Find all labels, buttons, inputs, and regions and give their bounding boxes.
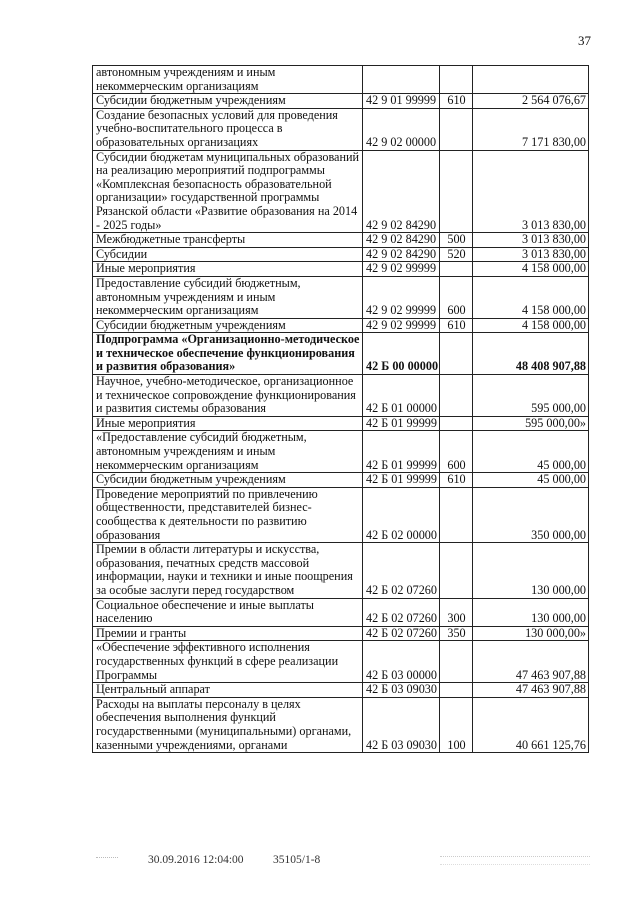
row-code-cell: 42 9 02 84290 (363, 233, 440, 248)
row-code-cell: 42 9 01 99999 (363, 94, 440, 109)
row-type-cell (440, 150, 473, 233)
row-code-cell: 42 Б 00 00000 (363, 333, 440, 375)
row-sum-cell (473, 66, 589, 94)
row-type-cell: 610 (440, 318, 473, 333)
row-name-cell: «Предоставление субсидий бюджетным, автономным учреждениям и иным некоммерческим организациям (93, 431, 363, 473)
row-type-cell: 610 (440, 94, 473, 109)
row-type-cell: 520 (440, 247, 473, 262)
row-code-cell: 42 9 02 84290 (363, 247, 440, 262)
table-row (93, 473, 589, 488)
row-sum-cell: 130 000,00 (473, 543, 589, 598)
row-sum-cell: 4 158 000,00 (473, 276, 589, 318)
table-row (93, 94, 589, 109)
row-sum-cell: 45 000,00 (473, 473, 589, 488)
row-code-cell: 42 Б 02 07260 (363, 598, 440, 626)
row-type-cell (440, 683, 473, 698)
table-row (93, 641, 589, 683)
table-row (93, 318, 589, 333)
row-type-cell (440, 487, 473, 542)
row-name-cell: «Обеспечение эффективного исполнения государственных функций в сфере реализации Программы (93, 641, 363, 683)
row-code-cell: 42 9 02 00000 (363, 108, 440, 150)
scan-artifact (440, 856, 590, 865)
row-sum-cell: 4 158 000,00 (473, 262, 589, 277)
row-sum-cell: 45 000,00 (473, 431, 589, 473)
row-sum-cell: 2 564 076,67 (473, 94, 589, 109)
row-code-cell: 42 Б 03 09030 (363, 683, 440, 698)
row-name-cell: Субсидии (93, 247, 363, 262)
budget-table (92, 65, 589, 753)
table-row (93, 333, 589, 375)
row-type-cell (440, 333, 473, 375)
row-sum-cell: 47 463 907,88 (473, 683, 589, 698)
row-name-cell: Проведение мероприятий по привлечению общественности, представителей бизнес-сообщества к деятельности по развитию образования (93, 487, 363, 542)
row-type-cell: 300 (440, 598, 473, 626)
row-sum-cell: 130 000,00» (473, 626, 589, 641)
row-sum-cell: 595 000,00» (473, 416, 589, 431)
row-code-cell: 42 Б 01 99999 (363, 473, 440, 488)
row-sum-cell: 47 463 907,88 (473, 641, 589, 683)
row-sum-cell: 4 158 000,00 (473, 318, 589, 333)
footer-doc-number: 35105/1-8 (273, 854, 321, 866)
row-type-cell: 500 (440, 233, 473, 248)
row-type-cell (440, 262, 473, 277)
row-code-cell: 42 Б 01 00000 (363, 375, 440, 417)
row-sum-cell: 3 013 830,00 (473, 150, 589, 233)
table-row (93, 108, 589, 150)
table-row (93, 150, 589, 233)
row-name-cell: Иные мероприятия (93, 262, 363, 277)
row-sum-cell: 3 013 830,00 (473, 233, 589, 248)
row-code-cell: 42 9 02 99999 (363, 318, 440, 333)
row-type-cell (440, 108, 473, 150)
row-name-cell: Предоставление субсидий бюджетным, автономным учреждениям и иным некоммерческим организациям (93, 276, 363, 318)
table-row (93, 697, 589, 752)
row-code-cell: 42 Б 02 07260 (363, 626, 440, 641)
row-name-cell: Межбюджетные трансферты (93, 233, 363, 248)
table-row (93, 233, 589, 248)
row-type-cell (440, 375, 473, 417)
row-name-cell: Научное, учебно-методическое, организационное и техническое сопровождение функционирования и развития системы образования (93, 375, 363, 417)
row-name-cell: Социальное обеспечение и иные выплаты населению (93, 598, 363, 626)
table-row (93, 375, 589, 417)
row-type-cell: 600 (440, 431, 473, 473)
table-row (93, 626, 589, 641)
budget-table-body (93, 66, 589, 753)
row-type-cell: 600 (440, 276, 473, 318)
row-code-cell: 42 Б 01 99999 (363, 431, 440, 473)
row-type-cell (440, 543, 473, 598)
row-name-cell: Премии и гранты (93, 626, 363, 641)
row-code-cell: 42 Б 03 00000 (363, 641, 440, 683)
row-code-cell (363, 66, 440, 94)
row-name-cell: Премии в области литературы и искусства, образования, печатных средств массовой информации, науки и техники и иные поощрения за особые заслуги перед государством (93, 543, 363, 598)
row-type-cell (440, 641, 473, 683)
row-name-cell: Субсидии бюджетам муниципальных образований на реализацию мероприятий подпрограммы «Комплексная безопасность образовательной организации» государственной программы Рязанской области «Развитие образования на 2014 - 2025 годы» (93, 150, 363, 233)
table-row (93, 262, 589, 277)
row-name-cell: Субсидии бюджетным учреждениям (93, 94, 363, 109)
table-row (93, 683, 589, 698)
table-row (93, 598, 589, 626)
table-row (93, 487, 589, 542)
row-name-cell: Создание безопасных условий для проведения учебно-воспитательного процесса в образовательных организациях (93, 108, 363, 150)
row-type-cell (440, 416, 473, 431)
footer-timestamp: 30.09.2016 12:04:00 (148, 854, 244, 866)
page-number: 37 (578, 33, 591, 48)
row-name-cell: Расходы на выплаты персоналу в целях обеспечения выполнения функций государственными (муниципальными) органами, казенными учреждениями, органами (93, 697, 363, 752)
row-type-cell (440, 66, 473, 94)
row-name-cell: Подпрограмма «Организационно-методическое и техническое обеспечение функционирования и развития образования» (93, 333, 363, 375)
row-sum-cell: 40 661 125,76 (473, 697, 589, 752)
row-sum-cell: 7 171 830,00 (473, 108, 589, 150)
row-type-cell: 350 (440, 626, 473, 641)
table-row (93, 543, 589, 598)
scan-artifact (96, 857, 118, 864)
row-sum-cell: 595 000,00 (473, 375, 589, 417)
row-sum-cell: 130 000,00 (473, 598, 589, 626)
table-row (93, 247, 589, 262)
table-row (93, 66, 589, 94)
row-code-cell: 42 Б 02 00000 (363, 487, 440, 542)
row-sum-cell: 48 408 907,88 (473, 333, 589, 375)
row-code-cell: 42 9 02 99999 (363, 276, 440, 318)
row-name-cell: Субсидии бюджетным учреждениям (93, 473, 363, 488)
row-code-cell: 42 9 02 99999 (363, 262, 440, 277)
row-name-cell: Иные мероприятия (93, 416, 363, 431)
row-name-cell: Субсидии бюджетным учреждениям (93, 318, 363, 333)
table-row (93, 276, 589, 318)
row-name-cell: Центральный аппарат (93, 683, 363, 698)
row-code-cell: 42 Б 03 09030 (363, 697, 440, 752)
row-sum-cell: 3 013 830,00 (473, 247, 589, 262)
row-sum-cell: 350 000,00 (473, 487, 589, 542)
row-name-cell: автономным учреждениям и иным некоммерческим организациям (93, 66, 363, 94)
table-row (93, 431, 589, 473)
table-row (93, 416, 589, 431)
row-type-cell: 100 (440, 697, 473, 752)
row-code-cell: 42 Б 02 07260 (363, 543, 440, 598)
row-code-cell: 42 Б 01 99999 (363, 416, 440, 431)
row-type-cell: 610 (440, 473, 473, 488)
row-code-cell: 42 9 02 84290 (363, 150, 440, 233)
